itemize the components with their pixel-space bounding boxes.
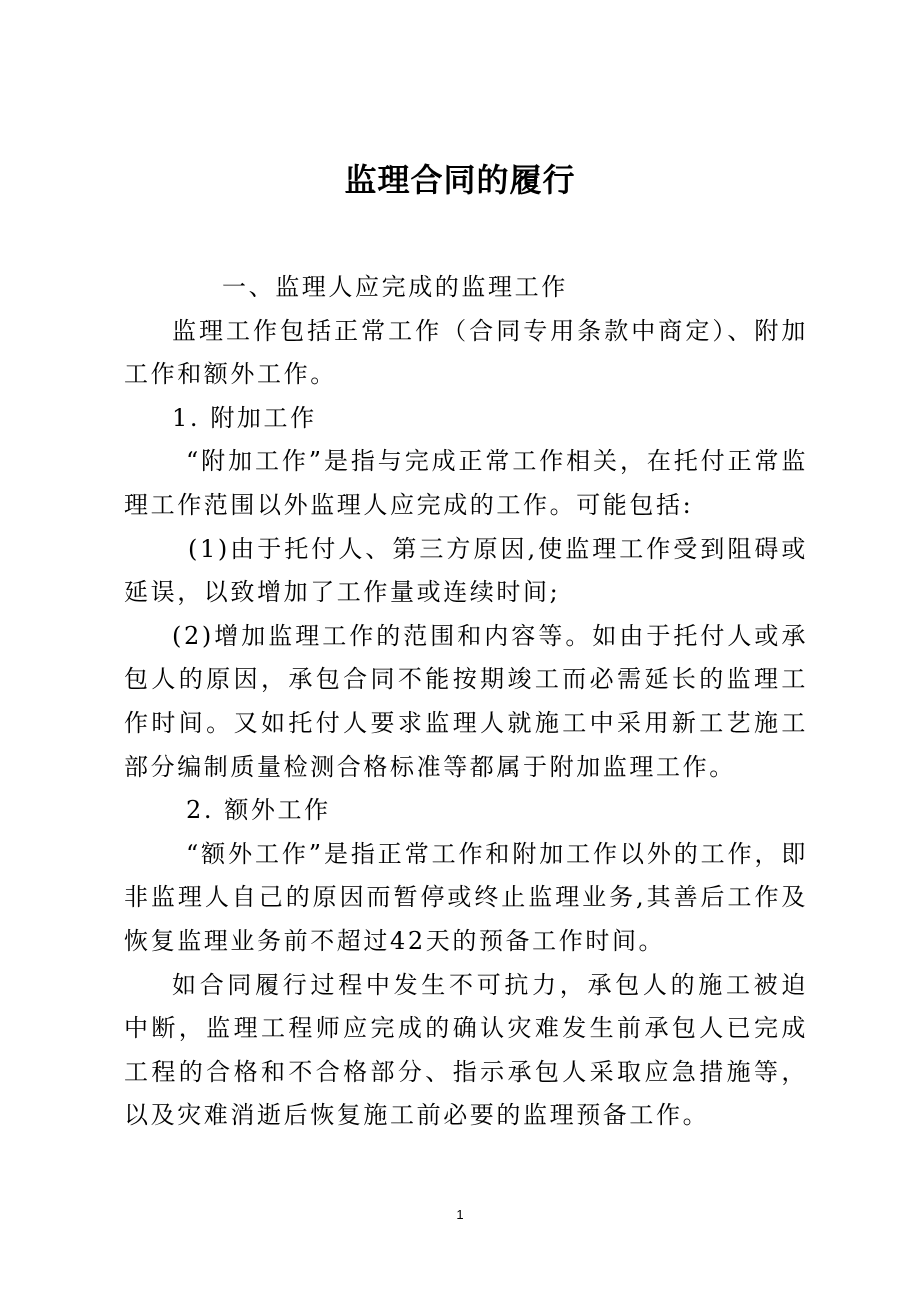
section-heading: 一、监理人应完成的监理工作 bbox=[222, 273, 568, 301]
document-body bbox=[124, 266, 808, 1138]
paragraph: “附加工作”是指与完成正常工作相关，在托付正常监理工作范围以外监理人应完成的工作。可能包括: bbox=[124, 447, 808, 519]
paragraph: 如合同履行过程中发生不可抗力，承包人的施工被迫中断，监理工程师应完成的确认灾难发生前承包人已完成工程的合格和不合格部分、指示承包人采取应急措施等，以及灾难消逝后恢复施工前必要的监理预备工作。 bbox=[124, 970, 808, 1130]
page-title: 监理合同的履行 bbox=[344, 161, 576, 199]
subsection-heading: 2. 额外工作 bbox=[186, 796, 331, 825]
paragraph: 监理工作包括正常工作（合同专用条款中商定）、附加工作和额外工作。 bbox=[124, 316, 808, 389]
list-item: (2)增加监理工作的范围和内容等。如由于托付人或承包人的原因，承包合同不能按期竣工而必需延长的监理工作时间。又如托付人要求监理人就施工中采用新工艺施工部分编制质量检测合格标准等都属于附加监理工作。 bbox=[124, 621, 808, 781]
page-number: 1 bbox=[456, 1207, 464, 1222]
paragraph: “额外工作”是指正常工作和附加工作以外的工作，即非监理人自己的原因而暂停或终止监理业务,其善后工作及恢复监理业务前不超过42天的预备工作时间。 bbox=[124, 839, 808, 955]
list-item: (1)由于托付人、第三方原因,使监理工作受到阻碍或延误，以致增加了工作量或连续时间; bbox=[124, 534, 808, 607]
subsection-heading: 1. 附加工作 bbox=[172, 403, 317, 432]
